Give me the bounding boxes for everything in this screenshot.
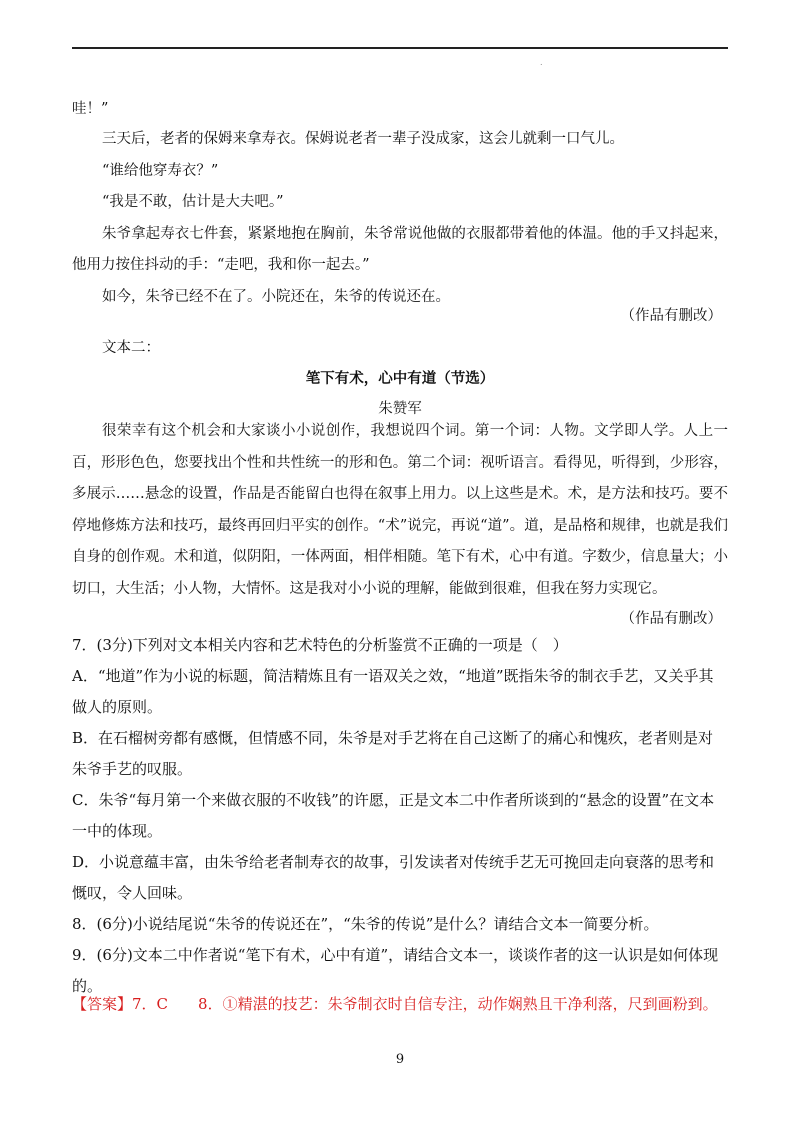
page-number: 9	[395, 1052, 405, 1067]
questions-block	[72, 630, 728, 1002]
header-mark: .	[540, 58, 543, 67]
answer-line	[72, 993, 718, 1014]
text2-author: 朱赞军	[378, 401, 422, 417]
story-paragraph-5: 如今，朱爷已经不在了。小院还在，朱爷的传说还在。	[102, 288, 450, 305]
story-source-note: （作品有删改）	[620, 308, 722, 324]
story-paragraph-4: 朱爷拿起寿衣七件套，紧紧地抱在胸前，朱爷常说他做的衣服都带着他的体温。他的手又抖起来，他用力按住抖动的手：“走吧，我和你一起去。”	[72, 225, 728, 273]
header-rule	[72, 47, 728, 49]
story-paragraphs	[72, 124, 728, 313]
option-b: B．在石榴树旁都有感慨，但情感不同，朱爷是对手艺将在自己这断了的痛心和愧疚，老者则是对朱爷手艺的叹服。	[72, 729, 714, 778]
answer-q8: 8．①精湛的技艺：朱爷制衣时自信专注，动作娴熟且干净利落，尺到画粉到。	[198, 995, 718, 1013]
text2-body-container	[72, 416, 728, 605]
text2-body: 很荣幸有这个机会和大家谈小小说创作，我想说四个词。第一个词：人物。文学即人学。人上一百，形形色色，您要找出个性和共性统一的形和色。第二个词：视听语言。看得见，听得到，少形容，多展示……悬念的设置，作品是否能留白也得在叙事上用力。以上这些是术。术，是方法和技巧。要不停地修炼方法和技巧，最终再回归平实的创作。“术”说完，再说“道”。道，是品格和规律，也就是我们自身的创作观。术和道，似阴阳，一体两面，相伴相随。笔下有术，心中有道。字数少，信息量大；小切口，大生活；小人物，大情怀。这是我对小小说的理解，能做到很难，但我在努力实现它。	[72, 423, 728, 597]
story-paragraph-2: “谁给他穿寿衣？”	[102, 162, 219, 179]
question-7: 7．(3分)下列对文本相关内容和艺术特色的分析鉴赏不正确的一项是（ ）	[72, 636, 568, 654]
story-line-continued: 哇！”	[72, 101, 109, 117]
story-paragraph-1: 三天后，老者的保姆来拿寿衣。保姆说老者一辈子没成家，这会儿就剩一口气儿。	[102, 131, 624, 147]
question-8: 8．(6分)小说结尾说“朱爷的传说还在”，“朱爷的传说”是什么？请结合文本一简要分析。	[72, 915, 659, 933]
text2-source-note: （作品有删改）	[620, 611, 722, 627]
story-paragraph-3: “我是不敢，估计是大夫吧。”	[102, 194, 284, 210]
option-c: C．朱爷“每月第一个来做衣服的不收钱”的许愿，正是文本二中作者所谈到的“悬念的设置”在文本一中的体现。	[72, 791, 715, 840]
answer-q7: 7．C	[132, 995, 169, 1013]
text2-label: 文本二：	[102, 340, 160, 356]
option-a: A．“地道”作为小说的标题，简洁精炼且有一语双关之效，“地道”既指朱爷的制衣手艺，又关乎其做人的原则。	[72, 667, 714, 716]
option-d: D．小说意蕴丰富，由朱爷给老者制寿衣的故事，引发读者对传统手艺无可挽回走向衰落的思考和慨叹，令人回味。	[72, 853, 715, 902]
text2-title: 笔下有术，心中有道（节选）	[305, 370, 495, 387]
answer-tag: 【答案】	[72, 995, 133, 1013]
question-9: 9．(6分)文本二中作者说“笔下有术，心中有道”，请结合文本一，谈谈作者的这一认识是如何体现的。	[72, 946, 719, 995]
